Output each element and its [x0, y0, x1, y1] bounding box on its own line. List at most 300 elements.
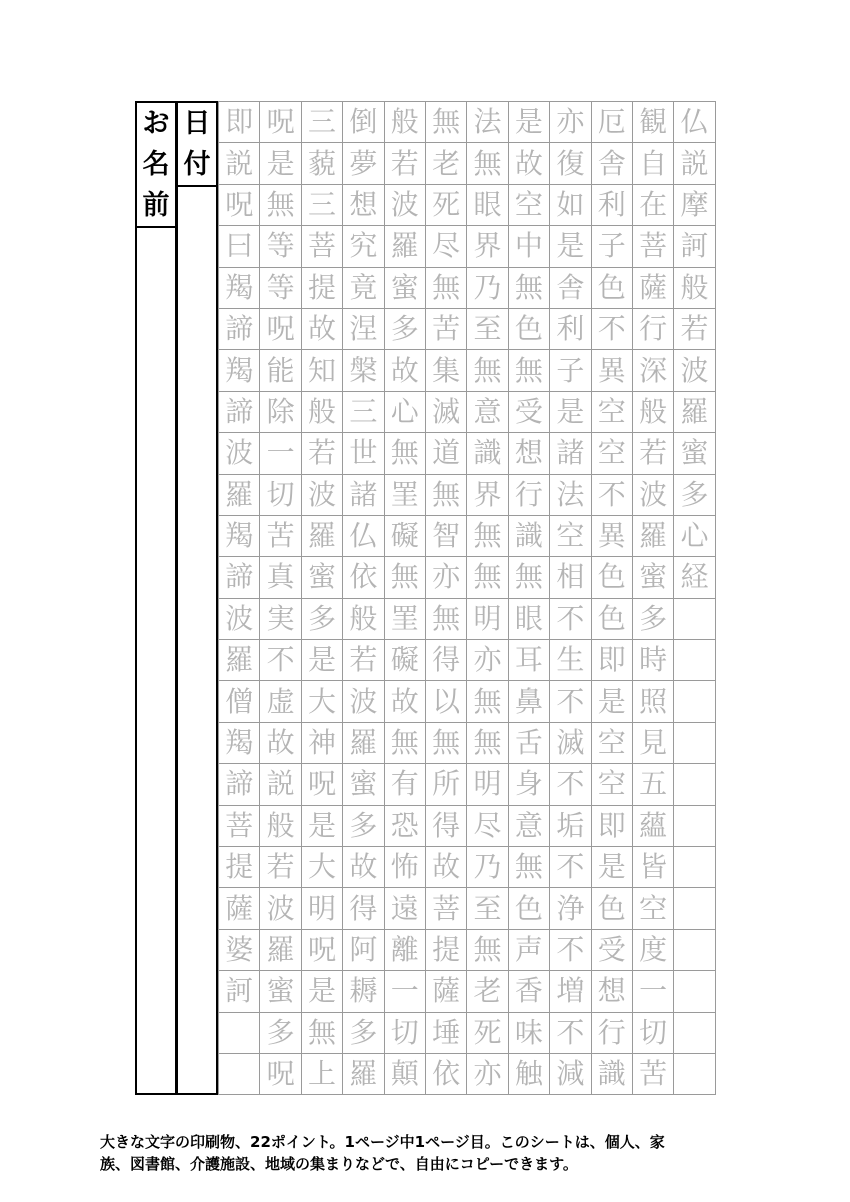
grid-cell: 行 [633, 309, 674, 350]
grid-cell: 耨 [343, 971, 384, 1012]
grid-cell: 呪 [260, 102, 301, 143]
grid-cell: 波 [219, 433, 260, 474]
grid-cell: 経 [674, 557, 715, 598]
grid-cell: 菩 [426, 888, 467, 929]
grid-cell: 不 [260, 640, 301, 681]
grid-cell: 不 [550, 764, 591, 805]
grid-cell: 空 [633, 888, 674, 929]
grid-cell: 羅 [674, 392, 715, 433]
grid-cell: 死 [467, 1013, 508, 1054]
grid-cell: 波 [633, 475, 674, 516]
grid-cell: 無 [467, 557, 508, 598]
grid-cell: 無 [426, 268, 467, 309]
grid-cell: 不 [550, 930, 591, 971]
grid-cell [674, 599, 715, 640]
grid-cell [674, 806, 715, 847]
grid-cell: 想 [509, 433, 550, 474]
date-field[interactable] [176, 101, 218, 1095]
grid-cell: 行 [592, 1013, 633, 1054]
grid-cell: 蘊 [633, 806, 674, 847]
grid-cell: 舌 [509, 723, 550, 764]
grid-cell: 多 [633, 599, 674, 640]
grid-cell: 礙 [385, 516, 426, 557]
grid-cell: 諸 [343, 475, 384, 516]
grid-cell: 世 [343, 433, 384, 474]
grid-cell [674, 847, 715, 888]
grid-cell: 触 [509, 1054, 550, 1095]
grid-cell: 波 [385, 185, 426, 226]
grid-cell: 礙 [385, 640, 426, 681]
grid-cell: 是 [302, 971, 343, 1012]
grid-cell: 色 [592, 888, 633, 929]
grid-cell: 故 [260, 723, 301, 764]
grid-cell: 諦 [219, 309, 260, 350]
grid-cell: 無 [467, 516, 508, 557]
grid-cell: 不 [592, 475, 633, 516]
grid-cell: 波 [260, 888, 301, 929]
grid-cell: 多 [302, 599, 343, 640]
grid-cell: 界 [467, 226, 508, 267]
grid-cell: 生 [550, 640, 591, 681]
grid-cell: 虚 [260, 681, 301, 722]
grid-cell: 耳 [509, 640, 550, 681]
grid-cell: 藐 [302, 143, 343, 184]
grid-cell: 摩 [674, 185, 715, 226]
name-label-char: お [142, 108, 170, 139]
grid-cell: 蜜 [633, 557, 674, 598]
grid-cell: 多 [260, 1013, 301, 1054]
grid-cell: 香 [509, 971, 550, 1012]
grid-cell: 波 [674, 350, 715, 391]
grid-cell: 明 [467, 599, 508, 640]
grid-cell: 菩 [633, 226, 674, 267]
grid-cell: 若 [260, 847, 301, 888]
grid-cell: 一 [260, 433, 301, 474]
grid-cell: 離 [385, 930, 426, 971]
grid-cell: 苦 [633, 1054, 674, 1095]
grid-cell: 等 [260, 226, 301, 267]
grid-cell: 乃 [467, 268, 508, 309]
grid-cell: 呪 [219, 185, 260, 226]
date-label-char: 日 [183, 108, 211, 139]
grid-cell: 三 [302, 185, 343, 226]
grid-cell: 若 [385, 143, 426, 184]
grid-cell: 般 [343, 599, 384, 640]
grid-cell: 訶 [219, 971, 260, 1012]
grid-cell: 神 [302, 723, 343, 764]
grid-cell: 般 [260, 806, 301, 847]
grid-cell: 乃 [467, 847, 508, 888]
grid-cell: 罣 [385, 599, 426, 640]
grid-cell: 提 [219, 847, 260, 888]
grid-cell: 在 [633, 185, 674, 226]
grid-cell: 明 [302, 888, 343, 929]
grid-cell: 無 [467, 350, 508, 391]
grid-cell: 羅 [343, 1054, 384, 1095]
name-label-char: 名 [142, 149, 170, 180]
grid-cell: 厄 [592, 102, 633, 143]
grid-cell: 中 [509, 226, 550, 267]
grid-cell: 罣 [385, 475, 426, 516]
grid-cell: 観 [633, 102, 674, 143]
grid-cell: 羅 [343, 723, 384, 764]
grid-cell: 至 [467, 888, 508, 929]
name-field[interactable] [135, 101, 177, 1095]
grid-cell: 是 [509, 102, 550, 143]
grid-cell: 照 [633, 681, 674, 722]
grid-cell: 無 [509, 268, 550, 309]
grid-cell: 界 [467, 475, 508, 516]
grid-cell: 呪 [302, 764, 343, 805]
grid-cell: 諸 [550, 433, 591, 474]
grid-cell: 子 [592, 226, 633, 267]
grid-cell: 能 [260, 350, 301, 391]
grid-cell: 以 [426, 681, 467, 722]
grid-cell: 子 [550, 350, 591, 391]
grid-cell: 一 [633, 971, 674, 1012]
grid-cell: 身 [509, 764, 550, 805]
grid-cell: 諦 [219, 764, 260, 805]
grid-cell: 無 [385, 723, 426, 764]
grid-cell: 自 [633, 143, 674, 184]
grid-cell: 故 [509, 143, 550, 184]
grid-cell: 呪 [302, 930, 343, 971]
grid-cell: 異 [592, 350, 633, 391]
grid-cell: 復 [550, 143, 591, 184]
grid-cell: 切 [260, 475, 301, 516]
grid-cell: 蜜 [343, 764, 384, 805]
grid-cell: 羅 [302, 516, 343, 557]
grid-cell: 時 [633, 640, 674, 681]
grid-cell: 浄 [550, 888, 591, 929]
name-label-char: 前 [142, 190, 170, 221]
grid-cell: 識 [509, 516, 550, 557]
grid-cell: 眼 [467, 185, 508, 226]
grid-cell: 無 [509, 557, 550, 598]
grid-cell: 般 [633, 392, 674, 433]
grid-cell: 薩 [633, 268, 674, 309]
grid-cell: 識 [467, 433, 508, 474]
grid-cell: 得 [343, 888, 384, 929]
grid-cell: 空 [592, 723, 633, 764]
grid-cell: 無 [467, 723, 508, 764]
grid-cell: 知 [302, 350, 343, 391]
grid-cell: 道 [426, 433, 467, 474]
grid-cell: 無 [426, 475, 467, 516]
grid-cell: 僧 [219, 681, 260, 722]
grid-cell: 度 [633, 930, 674, 971]
grid-cell: 不 [550, 681, 591, 722]
grid-cell: 識 [592, 1054, 633, 1095]
grid-cell: 尽 [467, 806, 508, 847]
grid-cell: 五 [633, 764, 674, 805]
grid-cell [674, 930, 715, 971]
grid-cell: 無 [509, 350, 550, 391]
grid-cell: 多 [385, 309, 426, 350]
grid-cell: 槃 [343, 350, 384, 391]
grid-cell: 仏 [674, 102, 715, 143]
grid-cell: 色 [509, 309, 550, 350]
grid-cell: 受 [509, 392, 550, 433]
grid-cell: 皆 [633, 847, 674, 888]
grid-cell: 色 [592, 557, 633, 598]
grid-cell: 薩 [219, 888, 260, 929]
grid-cell: 究 [343, 226, 384, 267]
grid-cell: 三 [302, 102, 343, 143]
grid-cell: 亦 [550, 102, 591, 143]
grid-cell: 羯 [219, 516, 260, 557]
grid-cell: 諦 [219, 557, 260, 598]
grid-cell: 呪 [260, 1054, 301, 1095]
grid-cell: 利 [592, 185, 633, 226]
grid-cell: 依 [426, 1054, 467, 1095]
grid-cell: 心 [674, 516, 715, 557]
grid-cell: 行 [509, 475, 550, 516]
grid-cell: 夢 [343, 143, 384, 184]
grid-cell: 老 [467, 971, 508, 1012]
grid-cell [674, 1054, 715, 1095]
grid-cell: 無 [260, 185, 301, 226]
grid-cell: 無 [467, 930, 508, 971]
grid-cell: 舎 [592, 143, 633, 184]
date-label [178, 103, 216, 187]
grid-cell: 羅 [260, 930, 301, 971]
grid-cell: 呪 [260, 309, 301, 350]
grid-cell: 羯 [219, 350, 260, 391]
grid-cell: 羅 [385, 226, 426, 267]
grid-cell: 若 [302, 433, 343, 474]
grid-cell: 空 [592, 392, 633, 433]
grid-cell: 涅 [343, 309, 384, 350]
grid-cell: 即 [219, 102, 260, 143]
footer-line-2: 族、図書館、介護施設、地域の集まりなどで、自由にコピーできます。 [100, 1155, 578, 1173]
grid-cell: 般 [302, 392, 343, 433]
grid-cell: 是 [260, 143, 301, 184]
grid-cell: 曰 [219, 226, 260, 267]
grid-cell: 提 [302, 268, 343, 309]
grid-cell: 埵 [426, 1013, 467, 1054]
grid-cell: 無 [426, 102, 467, 143]
grid-cell: 法 [550, 475, 591, 516]
grid-cell: 蜜 [302, 557, 343, 598]
grid-cell: 故 [343, 847, 384, 888]
grid-cell: 仏 [343, 516, 384, 557]
grid-cell: 即 [592, 806, 633, 847]
grid-cell: 深 [633, 350, 674, 391]
grid-cell: 無 [467, 681, 508, 722]
grid-cell: 訶 [674, 226, 715, 267]
name-label [137, 103, 175, 228]
grid-cell: 所 [426, 764, 467, 805]
grid-cell: 異 [592, 516, 633, 557]
grid-cell: 切 [633, 1013, 674, 1054]
grid-cell: 亦 [426, 557, 467, 598]
grid-cell: 味 [509, 1013, 550, 1054]
tracing-grid [218, 101, 716, 1095]
grid-cell: 蜜 [674, 433, 715, 474]
grid-cell: 等 [260, 268, 301, 309]
grid-cell: 提 [426, 930, 467, 971]
grid-cell: 苦 [426, 309, 467, 350]
grid-cell: 無 [385, 433, 426, 474]
grid-cell: 倒 [343, 102, 384, 143]
grid-cell: 若 [674, 309, 715, 350]
grid-cell: 意 [467, 392, 508, 433]
grid-cell: 大 [302, 681, 343, 722]
grid-cell: 不 [550, 847, 591, 888]
grid-cell: 羯 [219, 268, 260, 309]
grid-cell: 想 [343, 185, 384, 226]
grid-cell [674, 640, 715, 681]
grid-cell: 空 [509, 185, 550, 226]
grid-cell: 波 [343, 681, 384, 722]
grid-cell: 受 [592, 930, 633, 971]
grid-cell: 至 [467, 309, 508, 350]
grid-cell [674, 1013, 715, 1054]
grid-cell: 故 [385, 350, 426, 391]
grid-cell [674, 888, 715, 929]
grid-cell: 是 [550, 226, 591, 267]
grid-cell: 多 [343, 1013, 384, 1054]
grid-cell: 怖 [385, 847, 426, 888]
grid-cell: 集 [426, 350, 467, 391]
grid-cell: 説 [219, 143, 260, 184]
grid-cell: 滅 [550, 723, 591, 764]
grid-cell: 故 [426, 847, 467, 888]
grid-cell: 切 [385, 1013, 426, 1054]
grid-cell: 上 [302, 1054, 343, 1095]
grid-cell: 若 [343, 640, 384, 681]
grid-cell [674, 681, 715, 722]
grid-cell: 竟 [343, 268, 384, 309]
date-label-char: 付 [183, 149, 211, 180]
grid-cell: 真 [260, 557, 301, 598]
grid-cell: 三 [343, 392, 384, 433]
grid-cell: 是 [592, 681, 633, 722]
grid-cell: 蜜 [260, 971, 301, 1012]
grid-cell: 無 [426, 599, 467, 640]
grid-cell: 実 [260, 599, 301, 640]
grid-cell: 如 [550, 185, 591, 226]
grid-cell [674, 971, 715, 1012]
grid-cell: 説 [674, 143, 715, 184]
grid-cell: 色 [592, 599, 633, 640]
grid-cell: 色 [509, 888, 550, 929]
grid-cell: 薩 [426, 971, 467, 1012]
grid-cell: 羅 [219, 475, 260, 516]
grid-cell: 空 [550, 516, 591, 557]
grid-cell [674, 764, 715, 805]
footer-line-1: 大きな文字の印刷物、22ポイント。1ページ中1ページ目。このシートは、個人、家 [100, 1133, 665, 1151]
grid-cell: 亦 [467, 1054, 508, 1095]
grid-cell: 菩 [219, 806, 260, 847]
grid-cell: 無 [467, 143, 508, 184]
footer-note [100, 1131, 750, 1175]
grid-cell: 般 [385, 102, 426, 143]
grid-cell: 声 [509, 930, 550, 971]
grid-cell: 老 [426, 143, 467, 184]
grid-cell: 眼 [509, 599, 550, 640]
grid-cell: 減 [550, 1054, 591, 1095]
grid-cell: 空 [592, 764, 633, 805]
grid-cell: 有 [385, 764, 426, 805]
grid-cell: 色 [592, 268, 633, 309]
grid-cell: 故 [302, 309, 343, 350]
grid-cell: 是 [550, 392, 591, 433]
grid-cell [219, 1013, 260, 1054]
grid-cell: 蜜 [385, 268, 426, 309]
grid-cell: 顛 [385, 1054, 426, 1095]
grid-cell: 菩 [302, 226, 343, 267]
grid-cell: 相 [550, 557, 591, 598]
grid-cell: 依 [343, 557, 384, 598]
grid-cell: 意 [509, 806, 550, 847]
grid-cell: 不 [550, 1013, 591, 1054]
grid-cell: 苦 [260, 516, 301, 557]
grid-cell: 即 [592, 640, 633, 681]
grid-cell: 得 [426, 640, 467, 681]
grid-cell [219, 1054, 260, 1095]
grid-cell: 亦 [467, 640, 508, 681]
grid-cell: 不 [550, 599, 591, 640]
grid-cell: 無 [385, 557, 426, 598]
grid-cell: 垢 [550, 806, 591, 847]
grid-cell: 法 [467, 102, 508, 143]
grid-cell: 多 [343, 806, 384, 847]
grid-cell: 見 [633, 723, 674, 764]
grid-cell: 波 [302, 475, 343, 516]
grid-cell: 般 [674, 268, 715, 309]
grid-cell: 羅 [219, 640, 260, 681]
grid-cell: 是 [302, 640, 343, 681]
grid-cell: 恐 [385, 806, 426, 847]
grid-cell: 諦 [219, 392, 260, 433]
grid-cell: 空 [592, 433, 633, 474]
grid-cell: 尽 [426, 226, 467, 267]
grid-cell: 婆 [219, 930, 260, 971]
grid-cell: 一 [385, 971, 426, 1012]
grid-cell: 故 [385, 681, 426, 722]
grid-cell: 得 [426, 806, 467, 847]
grid-cell: 智 [426, 516, 467, 557]
grid-cell: 舎 [550, 268, 591, 309]
grid-cell: 無 [426, 723, 467, 764]
grid-cell: 羯 [219, 723, 260, 764]
grid-cell: 利 [550, 309, 591, 350]
grid-cell: 大 [302, 847, 343, 888]
grid-cell: 心 [385, 392, 426, 433]
grid-cell: 無 [509, 847, 550, 888]
grid-cell [674, 723, 715, 764]
grid-cell: 波 [219, 599, 260, 640]
grid-cell: 除 [260, 392, 301, 433]
grid-cell: 死 [426, 185, 467, 226]
grid-cell: 増 [550, 971, 591, 1012]
grid-cell: 説 [260, 764, 301, 805]
grid-cell: 無 [302, 1013, 343, 1054]
grid-cell: 多 [674, 475, 715, 516]
grid-cell: 是 [592, 847, 633, 888]
grid-cell: 不 [592, 309, 633, 350]
grid-cell: 羅 [633, 516, 674, 557]
grid-cell: 滅 [426, 392, 467, 433]
grid-cell: 阿 [343, 930, 384, 971]
grid-cell: 遠 [385, 888, 426, 929]
grid-cell: 鼻 [509, 681, 550, 722]
grid-cell: 若 [633, 433, 674, 474]
grid-cell: 是 [302, 806, 343, 847]
grid-cell: 明 [467, 764, 508, 805]
